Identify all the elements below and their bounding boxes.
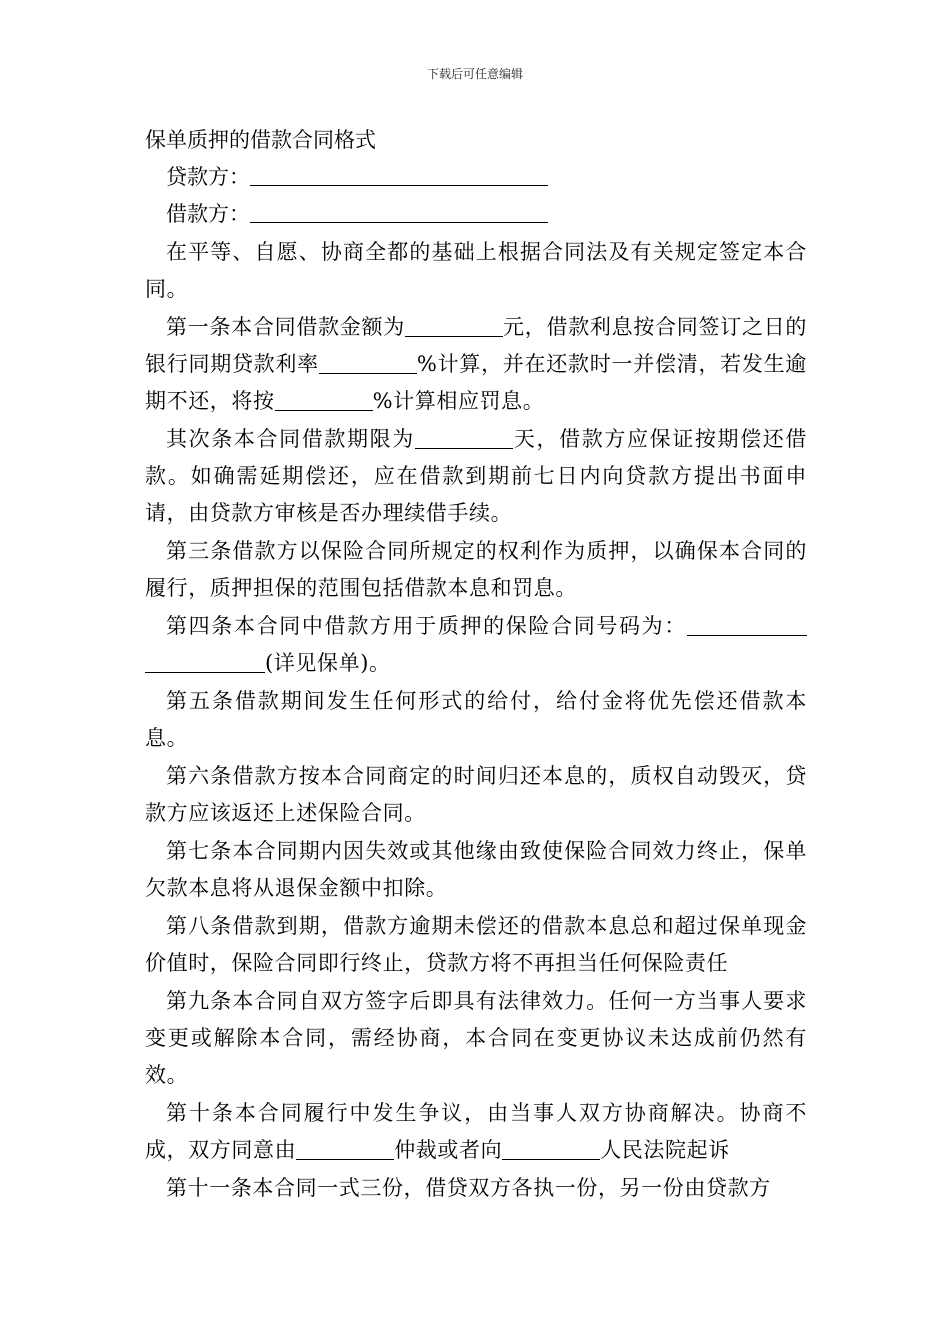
article-2-text-a: 其次条本合同借款期限为 — [166, 427, 415, 451]
article-4 — [145, 608, 807, 682]
court-blank[interactable] — [502, 1139, 600, 1160]
penalty-rate-blank[interactable] — [275, 390, 373, 411]
interest-rate-blank[interactable] — [319, 353, 417, 374]
page-header: 下载后可任意编辑 — [426, 67, 523, 81]
article-11: 第十一条本合同一式三份，借贷双方各执一份，另一份由贷款方 — [166, 1176, 771, 1200]
borrower-label: 借款方： — [166, 202, 250, 226]
article-7: 第七条本合同期内因失效或其他缘由致使保险合同效力终止，保单欠款本息将从退保金额中扣除。 — [145, 839, 807, 900]
article-8: 第八条借款到期，借款方逾期未偿还的借款本息总和超过保单现金价值时，保险合同即行终止，贷款方将不再担当任何保险责任 — [145, 914, 807, 975]
preamble-paragraph: 在平等、自愿、协商全都的基础上根据合同法及有关规定签定本合同。 — [145, 240, 807, 301]
article-1 — [145, 309, 807, 420]
article-10-text-a: 第十条本合同履行中发生争议，由当事人双方协商解决。协商不成，双方同意由 — [145, 1101, 807, 1162]
article-1-text-a: 第一条本合同借款金额为 — [166, 315, 405, 339]
contract-body — [145, 122, 807, 1207]
lender-line — [145, 159, 807, 196]
article-5: 第五条借款期间发生任何形式的给付，给付金将优先偿还借款本息。 — [145, 689, 807, 750]
article-10-text-b: 仲裁或者向 — [394, 1138, 503, 1162]
article-9: 第九条本合同自双方签字后即具有法律效力。任何一方当事人要求变更或解除本合同，需经协商，本合同在变更协议未达成前仍然有效。 — [145, 989, 807, 1087]
policy-number-blank-2[interactable] — [145, 652, 265, 673]
borrower-blank[interactable] — [250, 201, 548, 223]
loan-term-blank[interactable] — [415, 428, 513, 449]
article-4-text-a: 第四条本合同中借款方用于质押的保险合同号码为： — [166, 614, 687, 638]
lender-blank[interactable] — [250, 164, 548, 186]
article-6: 第六条借款方按本合同商定的时间归还本息的，质权自动毁灭，贷款方应该返还上述保险合同。 — [145, 764, 807, 825]
article-2-text-b: 天，借款方应保证按期偿还借款。如确需延期偿还，应在借款到期前七日内向贷款方提出书面申请，由贷款方审核是否办理续借手续。 — [145, 427, 807, 525]
article-4-text-b: (详见保单)。 — [265, 651, 391, 675]
article-1-text-d: %计算相应罚息。 — [372, 389, 545, 413]
lender-label: 贷款方： — [166, 165, 250, 189]
borrower-line — [145, 196, 807, 233]
article-3: 第三条借款方以保险合同所规定的权利作为质押，以确保本合同的履行，质押担保的范围包括借款本息和罚息。 — [145, 539, 807, 600]
policy-number-blank-1[interactable] — [687, 615, 807, 636]
contract-title: 保单质押的借款合同格式 — [145, 128, 376, 152]
article-1-text-c: %计算，并在还款时一并偿清，若发生逾期不还，将按 — [145, 352, 807, 413]
loan-amount-blank[interactable] — [405, 316, 503, 337]
article-1-text-b: 元，借款利息按合同签订之日的银行同期贷款利率 — [145, 315, 807, 376]
article-10-text-c: 人民法院起诉 — [600, 1138, 730, 1162]
arbitration-blank[interactable] — [296, 1139, 394, 1160]
article-10 — [145, 1095, 807, 1169]
article-2 — [145, 421, 807, 532]
